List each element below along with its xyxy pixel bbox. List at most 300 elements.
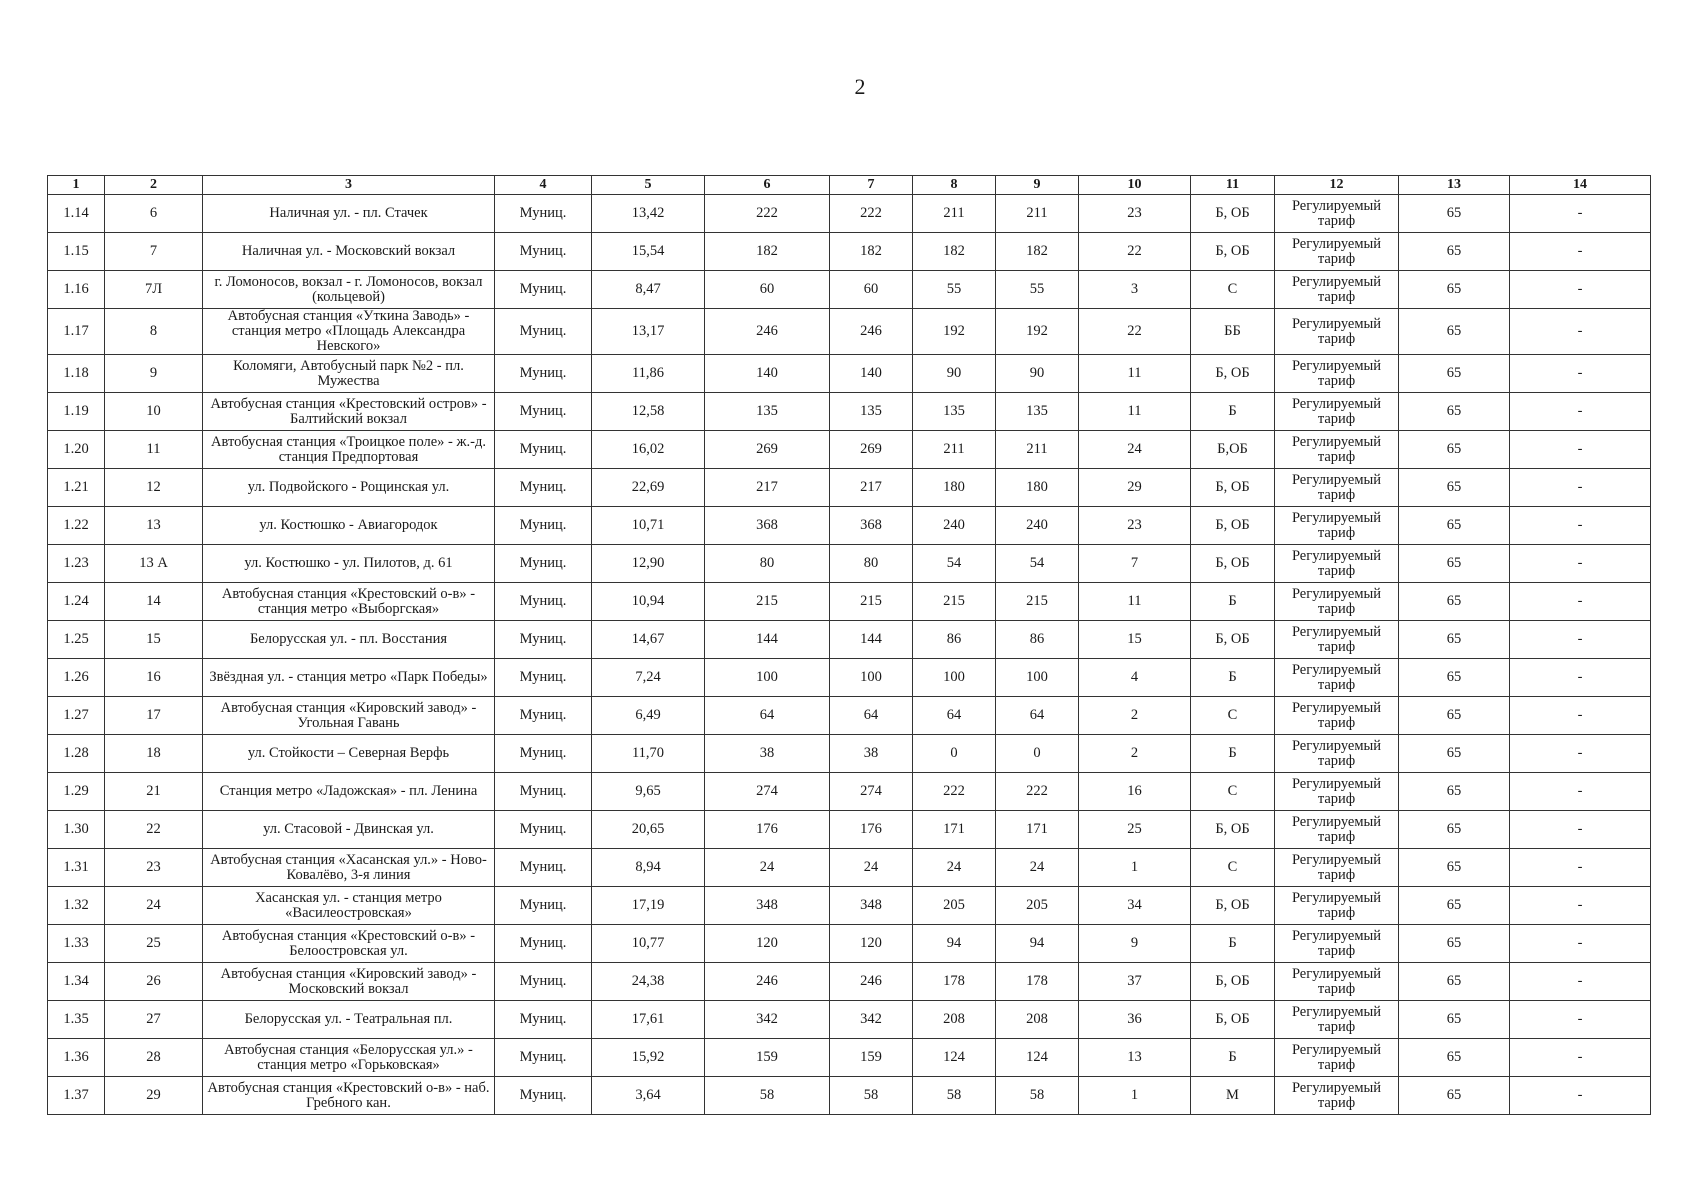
cell-route-length: 17,19 (592, 887, 705, 925)
cell-vehicle-class: Б, ОБ (1191, 233, 1275, 271)
cell-col-13: 65 (1399, 925, 1510, 963)
cell-col-14: - (1510, 849, 1651, 887)
cell-route-length: 10,94 (592, 583, 705, 621)
cell-carrier-type: Муниц. (495, 849, 592, 887)
cell-row-number: 1.37 (48, 1077, 105, 1115)
cell-vehicle-count: 15 (1079, 621, 1191, 659)
cell-stops-backward: 144 (830, 621, 913, 659)
table-row (48, 887, 1651, 925)
cell-route-length: 6,49 (592, 697, 705, 735)
cell-col-9: 171 (996, 811, 1079, 849)
cell-stops-backward: 159 (830, 1039, 913, 1077)
cell-vehicle-class: С (1191, 697, 1275, 735)
cell-col-8: 135 (913, 393, 996, 431)
cell-col-8: 55 (913, 271, 996, 309)
cell-row-number: 1.14 (48, 195, 105, 233)
cell-col-8: 100 (913, 659, 996, 697)
cell-col-9: 192 (996, 309, 1079, 355)
cell-col-9: 182 (996, 233, 1079, 271)
column-header: 10 (1079, 176, 1191, 195)
cell-route-length: 20,65 (592, 811, 705, 849)
cell-col-13: 65 (1399, 963, 1510, 1001)
cell-col-13: 65 (1399, 545, 1510, 583)
column-header: 3 (203, 176, 495, 195)
cell-tariff-type: Регулируемый тариф (1275, 811, 1399, 849)
cell-route-number: 26 (105, 963, 203, 1001)
cell-col-14: - (1510, 507, 1651, 545)
cell-col-9: 208 (996, 1001, 1079, 1039)
cell-vehicle-count: 1 (1079, 1077, 1191, 1115)
cell-stops-forward: 176 (705, 811, 830, 849)
column-header: 11 (1191, 176, 1275, 195)
cell-col-14: - (1510, 1039, 1651, 1077)
cell-stops-backward: 368 (830, 507, 913, 545)
cell-stops-backward: 24 (830, 849, 913, 887)
cell-col-13: 65 (1399, 1001, 1510, 1039)
column-header: 4 (495, 176, 592, 195)
cell-row-number: 1.27 (48, 697, 105, 735)
cell-row-number: 1.33 (48, 925, 105, 963)
cell-col-13: 65 (1399, 621, 1510, 659)
cell-stops-forward: 269 (705, 431, 830, 469)
cell-stops-backward: 135 (830, 393, 913, 431)
cell-tariff-type: Регулируемый тариф (1275, 583, 1399, 621)
cell-col-13: 65 (1399, 195, 1510, 233)
table-row (48, 1001, 1651, 1039)
cell-route-length: 13,17 (592, 309, 705, 355)
cell-vehicle-class: Б, ОБ (1191, 469, 1275, 507)
cell-col-9: 222 (996, 773, 1079, 811)
cell-row-number: 1.16 (48, 271, 105, 309)
cell-vehicle-class: ББ (1191, 309, 1275, 355)
cell-col-14: - (1510, 697, 1651, 735)
cell-stops-forward: 222 (705, 195, 830, 233)
cell-col-14: - (1510, 963, 1651, 1001)
cell-col-14: - (1510, 583, 1651, 621)
cell-carrier-type: Муниц. (495, 431, 592, 469)
cell-route-name: Автобусная станция «Крестовский остров» - Балтийский вокзал (203, 393, 495, 431)
table-row (48, 309, 1651, 355)
cell-route-name: Автобусная станция «Уткина Заводь» - станция метро «Площадь Александра Невского» (203, 309, 495, 355)
cell-route-length: 16,02 (592, 431, 705, 469)
cell-route-name: ул. Подвойского - Рощинская ул. (203, 469, 495, 507)
cell-col-13: 65 (1399, 469, 1510, 507)
cell-carrier-type: Муниц. (495, 355, 592, 393)
column-header: 9 (996, 176, 1079, 195)
cell-col-13: 65 (1399, 887, 1510, 925)
cell-carrier-type: Муниц. (495, 659, 592, 697)
cell-stops-forward: 246 (705, 309, 830, 355)
cell-stops-backward: 274 (830, 773, 913, 811)
cell-route-name: г. Ломоносов, вокзал - г. Ломоносов, вокзал (кольцевой) (203, 271, 495, 309)
cell-vehicle-count: 23 (1079, 507, 1191, 545)
cell-route-number: 18 (105, 735, 203, 773)
table-row (48, 811, 1651, 849)
cell-route-number: 21 (105, 773, 203, 811)
cell-col-9: 90 (996, 355, 1079, 393)
cell-col-9: 54 (996, 545, 1079, 583)
cell-route-name: ул. Стойкости – Северная Верфь (203, 735, 495, 773)
cell-stops-forward: 120 (705, 925, 830, 963)
cell-col-13: 65 (1399, 583, 1510, 621)
cell-vehicle-count: 22 (1079, 233, 1191, 271)
cell-stops-forward: 217 (705, 469, 830, 507)
cell-col-13: 65 (1399, 659, 1510, 697)
cell-carrier-type: Муниц. (495, 309, 592, 355)
cell-vehicle-class: Б, ОБ (1191, 507, 1275, 545)
cell-route-name: Автобусная станция «Кировский завод» - Угольная Гавань (203, 697, 495, 735)
cell-vehicle-class: Б, ОБ (1191, 621, 1275, 659)
cell-tariff-type: Регулируемый тариф (1275, 697, 1399, 735)
cell-route-name: Белорусская ул. - пл. Восстания (203, 621, 495, 659)
cell-stops-forward: 24 (705, 849, 830, 887)
cell-col-14: - (1510, 1077, 1651, 1115)
cell-row-number: 1.24 (48, 583, 105, 621)
table-row (48, 233, 1651, 271)
cell-stops-backward: 60 (830, 271, 913, 309)
cell-row-number: 1.17 (48, 309, 105, 355)
table-row (48, 963, 1651, 1001)
cell-carrier-type: Муниц. (495, 393, 592, 431)
cell-col-14: - (1510, 545, 1651, 583)
cell-tariff-type: Регулируемый тариф (1275, 1001, 1399, 1039)
cell-carrier-type: Муниц. (495, 735, 592, 773)
cell-tariff-type: Регулируемый тариф (1275, 469, 1399, 507)
cell-route-name: ул. Стасовой - Двинская ул. (203, 811, 495, 849)
table-row (48, 195, 1651, 233)
cell-col-8: 211 (913, 431, 996, 469)
cell-col-14: - (1510, 309, 1651, 355)
table-row (48, 271, 1651, 309)
cell-col-8: 0 (913, 735, 996, 773)
cell-stops-forward: 159 (705, 1039, 830, 1077)
cell-route-number: 7Л (105, 271, 203, 309)
cell-col-14: - (1510, 811, 1651, 849)
cell-route-number: 23 (105, 849, 203, 887)
cell-stops-forward: 274 (705, 773, 830, 811)
cell-col-9: 124 (996, 1039, 1079, 1077)
cell-col-8: 182 (913, 233, 996, 271)
cell-route-number: 13 А (105, 545, 203, 583)
cell-stops-forward: 342 (705, 1001, 830, 1039)
column-header: 12 (1275, 176, 1399, 195)
cell-tariff-type: Регулируемый тариф (1275, 735, 1399, 773)
cell-vehicle-class: Б (1191, 925, 1275, 963)
cell-col-14: - (1510, 621, 1651, 659)
table-row (48, 431, 1651, 469)
cell-vehicle-class: Б (1191, 1039, 1275, 1077)
cell-route-number: 14 (105, 583, 203, 621)
table-body (48, 195, 1651, 1115)
cell-route-number: 25 (105, 925, 203, 963)
column-header: 14 (1510, 176, 1651, 195)
cell-col-8: 86 (913, 621, 996, 659)
cell-stops-backward: 246 (830, 309, 913, 355)
cell-col-13: 65 (1399, 697, 1510, 735)
cell-col-14: - (1510, 1001, 1651, 1039)
cell-col-9: 58 (996, 1077, 1079, 1115)
cell-route-length: 8,47 (592, 271, 705, 309)
cell-route-number: 22 (105, 811, 203, 849)
cell-route-length: 15,92 (592, 1039, 705, 1077)
cell-vehicle-class: Б, ОБ (1191, 963, 1275, 1001)
cell-col-14: - (1510, 271, 1651, 309)
table-row (48, 773, 1651, 811)
cell-vehicle-count: 23 (1079, 195, 1191, 233)
table-row (48, 393, 1651, 431)
cell-row-number: 1.19 (48, 393, 105, 431)
cell-route-name: Автобусная станция «Крестовский о-в» - Белоостровская ул. (203, 925, 495, 963)
column-header: 6 (705, 176, 830, 195)
cell-route-length: 12,90 (592, 545, 705, 583)
cell-route-length: 10,77 (592, 925, 705, 963)
cell-stops-forward: 135 (705, 393, 830, 431)
cell-col-8: 24 (913, 849, 996, 887)
cell-route-length: 8,94 (592, 849, 705, 887)
page-number: 2 (854, 74, 866, 99)
cell-stops-backward: 217 (830, 469, 913, 507)
cell-carrier-type: Муниц. (495, 1001, 592, 1039)
cell-stops-backward: 269 (830, 431, 913, 469)
cell-carrier-type: Муниц. (495, 887, 592, 925)
table-row (48, 735, 1651, 773)
cell-carrier-type: Муниц. (495, 697, 592, 735)
cell-col-8: 178 (913, 963, 996, 1001)
cell-col-8: 64 (913, 697, 996, 735)
cell-stops-forward: 58 (705, 1077, 830, 1115)
cell-col-13: 65 (1399, 811, 1510, 849)
cell-route-number: 6 (105, 195, 203, 233)
cell-route-length: 11,86 (592, 355, 705, 393)
cell-row-number: 1.28 (48, 735, 105, 773)
cell-stops-backward: 348 (830, 887, 913, 925)
cell-carrier-type: Муниц. (495, 773, 592, 811)
cell-stops-forward: 348 (705, 887, 830, 925)
cell-route-name: Автобусная станция «Троицкое поле» - ж.-д. станция Предпортовая (203, 431, 495, 469)
cell-route-number: 24 (105, 887, 203, 925)
cell-vehicle-class: С (1191, 773, 1275, 811)
cell-vehicle-count: 4 (1079, 659, 1191, 697)
cell-route-length: 3,64 (592, 1077, 705, 1115)
cell-col-14: - (1510, 233, 1651, 271)
cell-route-name: Автобусная станция «Крестовский о-в» - наб. Гребного кан. (203, 1077, 495, 1115)
cell-route-length: 7,24 (592, 659, 705, 697)
cell-route-name: Звёздная ул. - станция метро «Парк Победы» (203, 659, 495, 697)
cell-stops-forward: 182 (705, 233, 830, 271)
cell-vehicle-class: Б (1191, 583, 1275, 621)
cell-route-number: 27 (105, 1001, 203, 1039)
cell-route-length: 15,54 (592, 233, 705, 271)
cell-route-number: 13 (105, 507, 203, 545)
cell-vehicle-class: С (1191, 271, 1275, 309)
cell-col-9: 135 (996, 393, 1079, 431)
cell-stops-forward: 368 (705, 507, 830, 545)
cell-route-number: 17 (105, 697, 203, 735)
cell-vehicle-count: 3 (1079, 271, 1191, 309)
cell-col-13: 65 (1399, 233, 1510, 271)
cell-stops-backward: 182 (830, 233, 913, 271)
cell-route-name: ул. Костюшко - Авиагородок (203, 507, 495, 545)
cell-carrier-type: Муниц. (495, 811, 592, 849)
cell-row-number: 1.29 (48, 773, 105, 811)
cell-col-8: 208 (913, 1001, 996, 1039)
cell-route-number: 9 (105, 355, 203, 393)
cell-vehicle-count: 11 (1079, 355, 1191, 393)
cell-vehicle-class: Б (1191, 393, 1275, 431)
cell-stops-forward: 80 (705, 545, 830, 583)
cell-col-13: 65 (1399, 431, 1510, 469)
cell-stops-backward: 215 (830, 583, 913, 621)
cell-route-number: 8 (105, 309, 203, 355)
cell-stops-forward: 144 (705, 621, 830, 659)
cell-col-9: 211 (996, 195, 1079, 233)
cell-col-14: - (1510, 925, 1651, 963)
cell-col-13: 65 (1399, 1077, 1510, 1115)
cell-carrier-type: Муниц. (495, 621, 592, 659)
cell-col-14: - (1510, 887, 1651, 925)
cell-tariff-type: Регулируемый тариф (1275, 621, 1399, 659)
cell-col-9: 205 (996, 887, 1079, 925)
cell-route-number: 7 (105, 233, 203, 271)
column-header: 13 (1399, 176, 1510, 195)
cell-col-8: 215 (913, 583, 996, 621)
cell-route-name: Белорусская ул. - Театральная пл. (203, 1001, 495, 1039)
cell-route-name: Автобусная станция «Хасанская ул.» - Ново-Ковалёво, 3-я линия (203, 849, 495, 887)
table-row (48, 1039, 1651, 1077)
cell-carrier-type: Муниц. (495, 925, 592, 963)
cell-tariff-type: Регулируемый тариф (1275, 393, 1399, 431)
cell-carrier-type: Муниц. (495, 1039, 592, 1077)
cell-carrier-type: Муниц. (495, 545, 592, 583)
cell-route-length: 11,70 (592, 735, 705, 773)
cell-stops-backward: 222 (830, 195, 913, 233)
cell-stops-forward: 246 (705, 963, 830, 1001)
column-header: 5 (592, 176, 705, 195)
cell-vehicle-count: 11 (1079, 393, 1191, 431)
cell-tariff-type: Регулируемый тариф (1275, 849, 1399, 887)
cell-row-number: 1.36 (48, 1039, 105, 1077)
cell-col-9: 24 (996, 849, 1079, 887)
cell-tariff-type: Регулируемый тариф (1275, 431, 1399, 469)
cell-vehicle-count: 2 (1079, 735, 1191, 773)
cell-vehicle-class: Б, ОБ (1191, 887, 1275, 925)
table-row (48, 659, 1651, 697)
cell-tariff-type: Регулируемый тариф (1275, 887, 1399, 925)
cell-route-name: Хасанская ул. - станция метро «Василеостровская» (203, 887, 495, 925)
cell-col-14: - (1510, 431, 1651, 469)
cell-vehicle-count: 1 (1079, 849, 1191, 887)
table-row (48, 507, 1651, 545)
cell-stops-forward: 38 (705, 735, 830, 773)
cell-tariff-type: Регулируемый тариф (1275, 925, 1399, 963)
cell-route-number: 16 (105, 659, 203, 697)
cell-tariff-type: Регулируемый тариф (1275, 773, 1399, 811)
cell-route-length: 17,61 (592, 1001, 705, 1039)
cell-row-number: 1.32 (48, 887, 105, 925)
cell-vehicle-class: М (1191, 1077, 1275, 1115)
cell-route-number: 10 (105, 393, 203, 431)
table-row (48, 355, 1651, 393)
cell-vehicle-count: 36 (1079, 1001, 1191, 1039)
cell-route-name: Наличная ул. - Московский вокзал (203, 233, 495, 271)
cell-col-13: 65 (1399, 735, 1510, 773)
cell-row-number: 1.15 (48, 233, 105, 271)
cell-col-13: 65 (1399, 393, 1510, 431)
cell-vehicle-class: Б, ОБ (1191, 811, 1275, 849)
cell-vehicle-class: Б,ОБ (1191, 431, 1275, 469)
cell-stops-forward: 64 (705, 697, 830, 735)
table-row (48, 545, 1651, 583)
cell-col-13: 65 (1399, 271, 1510, 309)
cell-col-14: - (1510, 355, 1651, 393)
cell-route-length: 22,69 (592, 469, 705, 507)
cell-col-8: 58 (913, 1077, 996, 1115)
cell-route-name: Станция метро «Ладожская» - пл. Ленина (203, 773, 495, 811)
cell-tariff-type: Регулируемый тариф (1275, 195, 1399, 233)
cell-col-9: 86 (996, 621, 1079, 659)
cell-col-8: 211 (913, 195, 996, 233)
cell-col-8: 94 (913, 925, 996, 963)
cell-route-length: 13,42 (592, 195, 705, 233)
cell-row-number: 1.30 (48, 811, 105, 849)
cell-route-length: 10,71 (592, 507, 705, 545)
cell-route-name: ул. Костюшко - ул. Пилотов, д. 61 (203, 545, 495, 583)
cell-route-number: 15 (105, 621, 203, 659)
cell-carrier-type: Муниц. (495, 271, 592, 309)
cell-vehicle-class: Б (1191, 659, 1275, 697)
cell-vehicle-count: 34 (1079, 887, 1191, 925)
cell-stops-backward: 80 (830, 545, 913, 583)
cell-col-13: 65 (1399, 507, 1510, 545)
cell-tariff-type: Регулируемый тариф (1275, 507, 1399, 545)
cell-vehicle-class: Б, ОБ (1191, 355, 1275, 393)
cell-tariff-type: Регулируемый тариф (1275, 1039, 1399, 1077)
cell-route-length: 24,38 (592, 963, 705, 1001)
cell-col-9: 94 (996, 925, 1079, 963)
cell-col-9: 215 (996, 583, 1079, 621)
cell-vehicle-class: Б, ОБ (1191, 195, 1275, 233)
cell-col-14: - (1510, 469, 1651, 507)
cell-col-13: 65 (1399, 849, 1510, 887)
cell-row-number: 1.21 (48, 469, 105, 507)
cell-tariff-type: Регулируемый тариф (1275, 355, 1399, 393)
cell-vehicle-class: Б, ОБ (1191, 1001, 1275, 1039)
cell-route-length: 12,58 (592, 393, 705, 431)
cell-carrier-type: Муниц. (495, 469, 592, 507)
cell-col-13: 65 (1399, 773, 1510, 811)
cell-stops-backward: 246 (830, 963, 913, 1001)
cell-col-8: 54 (913, 545, 996, 583)
cell-col-8: 192 (913, 309, 996, 355)
cell-stops-backward: 120 (830, 925, 913, 963)
cell-col-9: 211 (996, 431, 1079, 469)
cell-col-13: 65 (1399, 1039, 1510, 1077)
cell-carrier-type: Муниц. (495, 963, 592, 1001)
cell-route-name: Коломяги, Автобусный парк №2 - пл. Мужества (203, 355, 495, 393)
cell-vehicle-count: 7 (1079, 545, 1191, 583)
cell-row-number: 1.34 (48, 963, 105, 1001)
table-row (48, 925, 1651, 963)
cell-carrier-type: Муниц. (495, 507, 592, 545)
cell-route-number: 12 (105, 469, 203, 507)
cell-stops-backward: 342 (830, 1001, 913, 1039)
cell-tariff-type: Регулируемый тариф (1275, 233, 1399, 271)
cell-col-8: 222 (913, 773, 996, 811)
cell-tariff-type: Регулируемый тариф (1275, 545, 1399, 583)
cell-stops-forward: 215 (705, 583, 830, 621)
cell-col-9: 180 (996, 469, 1079, 507)
cell-vehicle-count: 2 (1079, 697, 1191, 735)
